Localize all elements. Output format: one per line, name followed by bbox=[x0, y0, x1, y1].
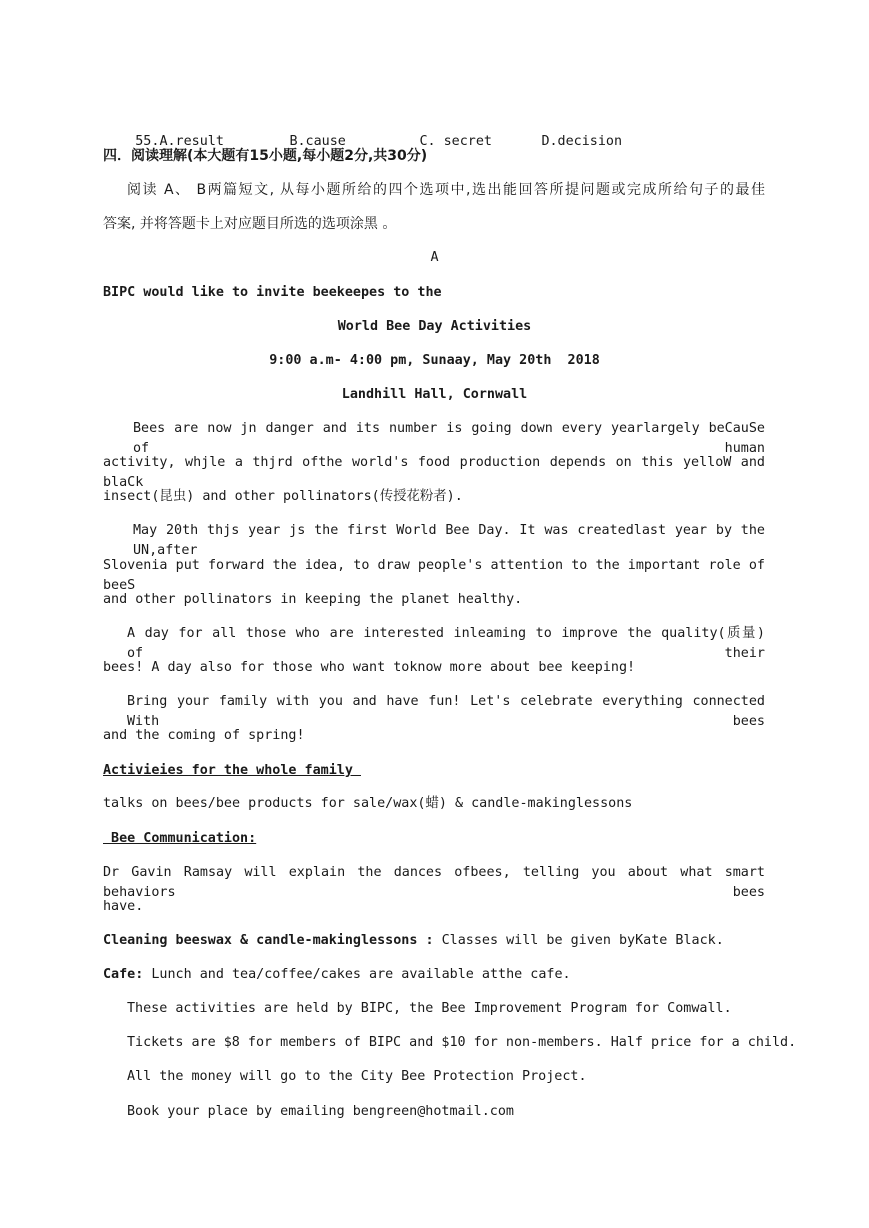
communication-text-line-1: Dr Gavin Ramsay will explain the dances ofbees, telling you about what smart behaviors bees bbox=[103, 865, 765, 900]
cleaning-label: Cleaning beeswax & candle-makinglessons : bbox=[103, 933, 434, 948]
cafe-line bbox=[103, 965, 765, 985]
event-time: 9:00 a.m- 4:00 pm, Sunaay, May 20th 2018 bbox=[269, 353, 600, 368]
option-a: A.result bbox=[159, 134, 224, 149]
para3-line-2: bees! A day also for those who want toknow more about bee keeping! bbox=[103, 660, 636, 675]
option-c: C. secret bbox=[419, 134, 492, 149]
cafe-text: Lunch and tea/coffee/cakes are available atthe cafe. bbox=[143, 967, 571, 982]
section-heading: 四．阅读理解(本大题有15小题,每小题2分,共30分) bbox=[103, 148, 428, 164]
event-title: World Bee Day Activities bbox=[337, 319, 532, 334]
event-place: Landhill Hall, Cornwall bbox=[341, 387, 528, 402]
closing-line-4: Book your place by emailing bengreen@hotmail.com bbox=[127, 1104, 514, 1119]
cleaning-text: Classes will be given byKate Black. bbox=[433, 933, 724, 948]
closing-line-3: All the money will go to the City Bee Protection Project. bbox=[127, 1069, 587, 1084]
para2-line-3: and other pollinators in keeping the planet healthy. bbox=[103, 592, 523, 607]
activities-heading: Activieies for the whole family bbox=[103, 763, 361, 778]
para1-line-2: activity, whjle a thjrd ofthe world's food production depends on this yelloW and blaCk bbox=[103, 455, 765, 490]
communication-text-line-2: have. bbox=[103, 899, 144, 914]
closing-line-1: These activities are held by BIPC, the Bee Improvement Program for Comwall. bbox=[127, 1001, 732, 1016]
instructions-line-2: 答案, 并将答题卡上对应题目所选的选项涂黑 。 bbox=[103, 216, 397, 232]
instructions-line-1: 阅读 A、 B两篇短文, 从每小题所给的四个选项中,选出能回答所提问题或完成所给句子的最佳 bbox=[127, 182, 765, 198]
invite-line: BIPC would like to invite beekeepes to the bbox=[103, 285, 442, 300]
para1-line-3: insect(昆虫) and other pollinators(传授花粉者). bbox=[103, 489, 463, 504]
para4-line-1: Bring your family with you and have fun! Let's celebrate everything connected With bees bbox=[127, 694, 765, 729]
activities-text: talks on bees/bee products for sale/wax(蜡) & candle-makinglessons bbox=[103, 796, 633, 811]
cafe-label: Cafe: bbox=[103, 967, 144, 982]
closing-line-2: Tickets are $8 for members of BIPC and $10 for non-members. Half price for a child. bbox=[127, 1035, 797, 1050]
cleaning-line bbox=[103, 931, 765, 951]
communication-heading: Bee Communication: bbox=[103, 831, 257, 846]
para4-line-2: and the coming of spring! bbox=[103, 728, 305, 743]
passage-label: A bbox=[430, 250, 439, 265]
para1-line-1: Bees are now jn danger and its number is going down every yearlargely beCauSe of human bbox=[133, 421, 765, 456]
para3-line-1: A day for all those who are interested inleaming to improve the quality(质量) of their bbox=[127, 626, 765, 661]
para2-line-2: Slovenia put forward the idea, to draw people's attention to the important role of beeS bbox=[103, 558, 765, 593]
option-d: D.decision bbox=[541, 134, 623, 149]
question-number: 55. bbox=[135, 134, 160, 149]
option-b: B.cause bbox=[289, 134, 346, 149]
para2-line-1: May 20th thjs year js the first World Bee Day. It was createdlast year by the UN,after bbox=[133, 523, 765, 558]
